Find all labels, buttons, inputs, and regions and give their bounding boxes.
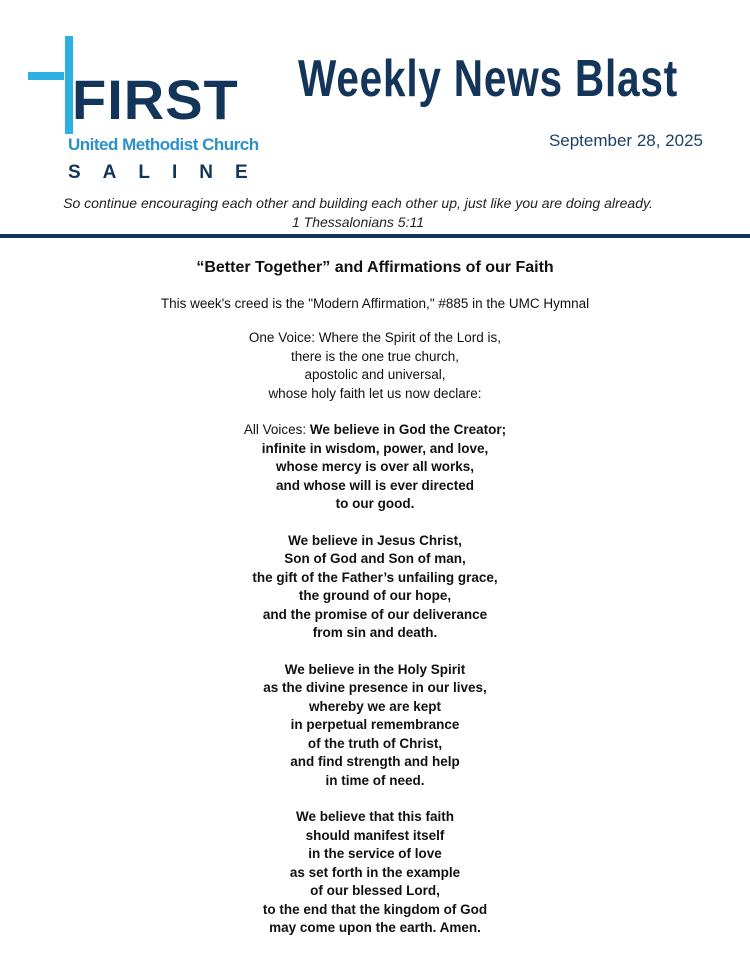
one-voice-stanza [0, 329, 750, 403]
stanza-line: infinite in wisdom, power, and love, [261, 440, 489, 456]
stanza-line: as set forth in the example [289, 864, 461, 880]
stanza-line: and the promise of our deliverance [262, 606, 488, 622]
stanza-line: One Voice: Where the Spirit of the Lord is, [248, 330, 502, 345]
stanza-line: of our blessed Lord, [310, 883, 440, 898]
stanza-line: We believe in Jesus Christ, [288, 532, 462, 548]
all-voices-stanza [0, 421, 750, 514]
stanza-line: there is the one true church, [290, 348, 460, 364]
logo-city: SALINE [68, 162, 270, 183]
stanza-line: in perpetual remembrance [290, 717, 460, 732]
article [0, 259, 750, 956]
spirit-stanza [0, 661, 750, 791]
stanza-line: in the service of love [308, 846, 442, 861]
stanza-line: may come upon the earth. Amen. [269, 920, 481, 935]
stanza-line: should manifest itself [305, 827, 445, 843]
article-intro: This week's creed is the "Modern Affirmation," #885 in the UMC Hymnal [160, 296, 590, 311]
stanza-line: We believe that this faith [295, 809, 455, 824]
stanza-line: and find strength and help [290, 754, 460, 769]
stanza-line: apostolic and universal, [304, 367, 446, 382]
stanza-line: in time of need. [325, 772, 425, 788]
stanza-line: whose holy faith let us now declare: [268, 385, 482, 401]
christ-stanza [0, 532, 750, 643]
scripture-verse [0, 194, 716, 232]
stanza-line: and whose will is ever directed [275, 477, 475, 493]
stanza-line: from sin and death. [312, 625, 438, 640]
stanza-line: the gift of the Father’s unfailing grace, [252, 569, 498, 585]
stanza-line: to the end that the kingdom of God [262, 901, 488, 917]
stanza-line: to our good. [335, 496, 415, 511]
cross-icon-bar [28, 72, 64, 80]
church-logo[interactable] [28, 36, 270, 186]
stanza-line: We believe in the Holy Spirit [284, 661, 466, 677]
verse-text: So continue encouraging each other and building each other up, just like you are doing already. [63, 195, 653, 211]
stanza-line: of the truth of Christ, [307, 735, 443, 751]
stanza-line: All Voices: We believe in God the Creator; [243, 422, 507, 437]
stanza-line: as the divine presence in our lives, [263, 680, 487, 695]
newsletter-date: September 28, 2025 [548, 131, 703, 150]
speaker-label: One Voice: [248, 330, 319, 345]
stanza-line: whereby we are kept [308, 698, 442, 714]
header-divider [0, 234, 750, 238]
article-heading: “Better Together” and Affirmations of our Faith [196, 259, 554, 276]
stanza-line: Son of God and Son of man, [284, 551, 466, 566]
stanza-line: the ground of our hope, [298, 588, 452, 603]
verse-reference: 1 Thessalonians 5:11 [291, 214, 425, 230]
faith-stanza [0, 808, 750, 938]
logo-church-name: United Methodist Church [68, 135, 259, 154]
logo-wordmark: FIRST [72, 68, 239, 131]
stanza-line: whose mercy is over all works, [275, 459, 475, 474]
newsletter-title: Weekly News Blast [298, 50, 678, 108]
speaker-label: All Voices: [243, 422, 310, 437]
